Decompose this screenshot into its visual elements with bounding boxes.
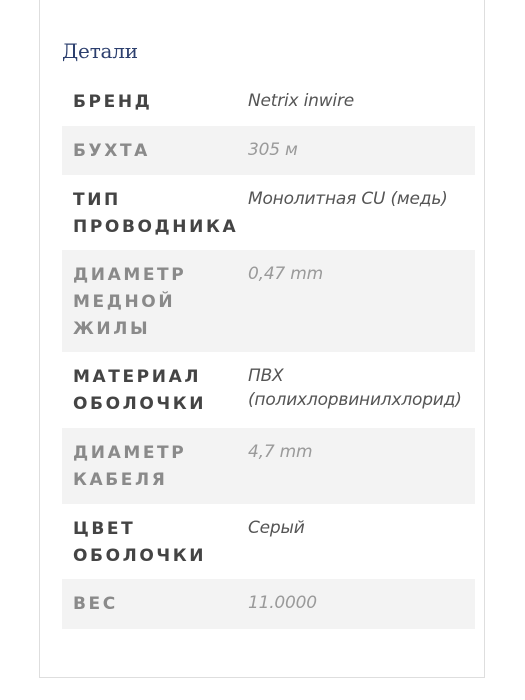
spec-row-coil xyxy=(62,126,475,175)
spec-value: 305 м xyxy=(248,140,298,160)
specs-table xyxy=(62,77,475,629)
spec-row-core-diameter xyxy=(62,250,475,352)
spec-value: 4,7 mm xyxy=(248,442,313,462)
spec-row-conductor-type xyxy=(62,175,475,250)
spec-value: 11.0000 xyxy=(248,593,317,613)
spec-label: ВЕС xyxy=(73,594,118,614)
spec-row-cable-diameter xyxy=(62,428,475,504)
spec-value: Netrix inwire xyxy=(248,91,354,111)
spec-label: БУХТА xyxy=(73,141,150,161)
spec-label: ДИАМЕТР КАБЕЛЯ xyxy=(73,443,187,490)
spec-row-brand xyxy=(62,77,475,126)
spec-value: Монолитная CU (медь) xyxy=(248,189,448,209)
spec-value: Серый xyxy=(248,518,305,538)
spec-value: 0,47 mm xyxy=(248,264,323,284)
spec-row-sheath-material xyxy=(62,352,475,428)
spec-value: ПВХ (полихлорвинилхлорид) xyxy=(248,366,462,410)
spec-row-weight xyxy=(62,579,475,629)
details-title: Детали xyxy=(62,39,138,63)
details-panel xyxy=(39,0,485,678)
spec-label: БРЕНД xyxy=(73,92,153,112)
spec-label: ДИАМЕТР МЕДНОЙ ЖИЛЫ xyxy=(73,265,187,339)
spec-row-sheath-color xyxy=(62,504,475,579)
spec-label: ЦВЕТ ОБОЛОЧКИ xyxy=(73,519,207,566)
spec-label: МАТЕРИАЛ ОБОЛОЧКИ xyxy=(73,367,207,414)
spec-label: ТИП ПРОВОДНИКА xyxy=(73,190,239,237)
